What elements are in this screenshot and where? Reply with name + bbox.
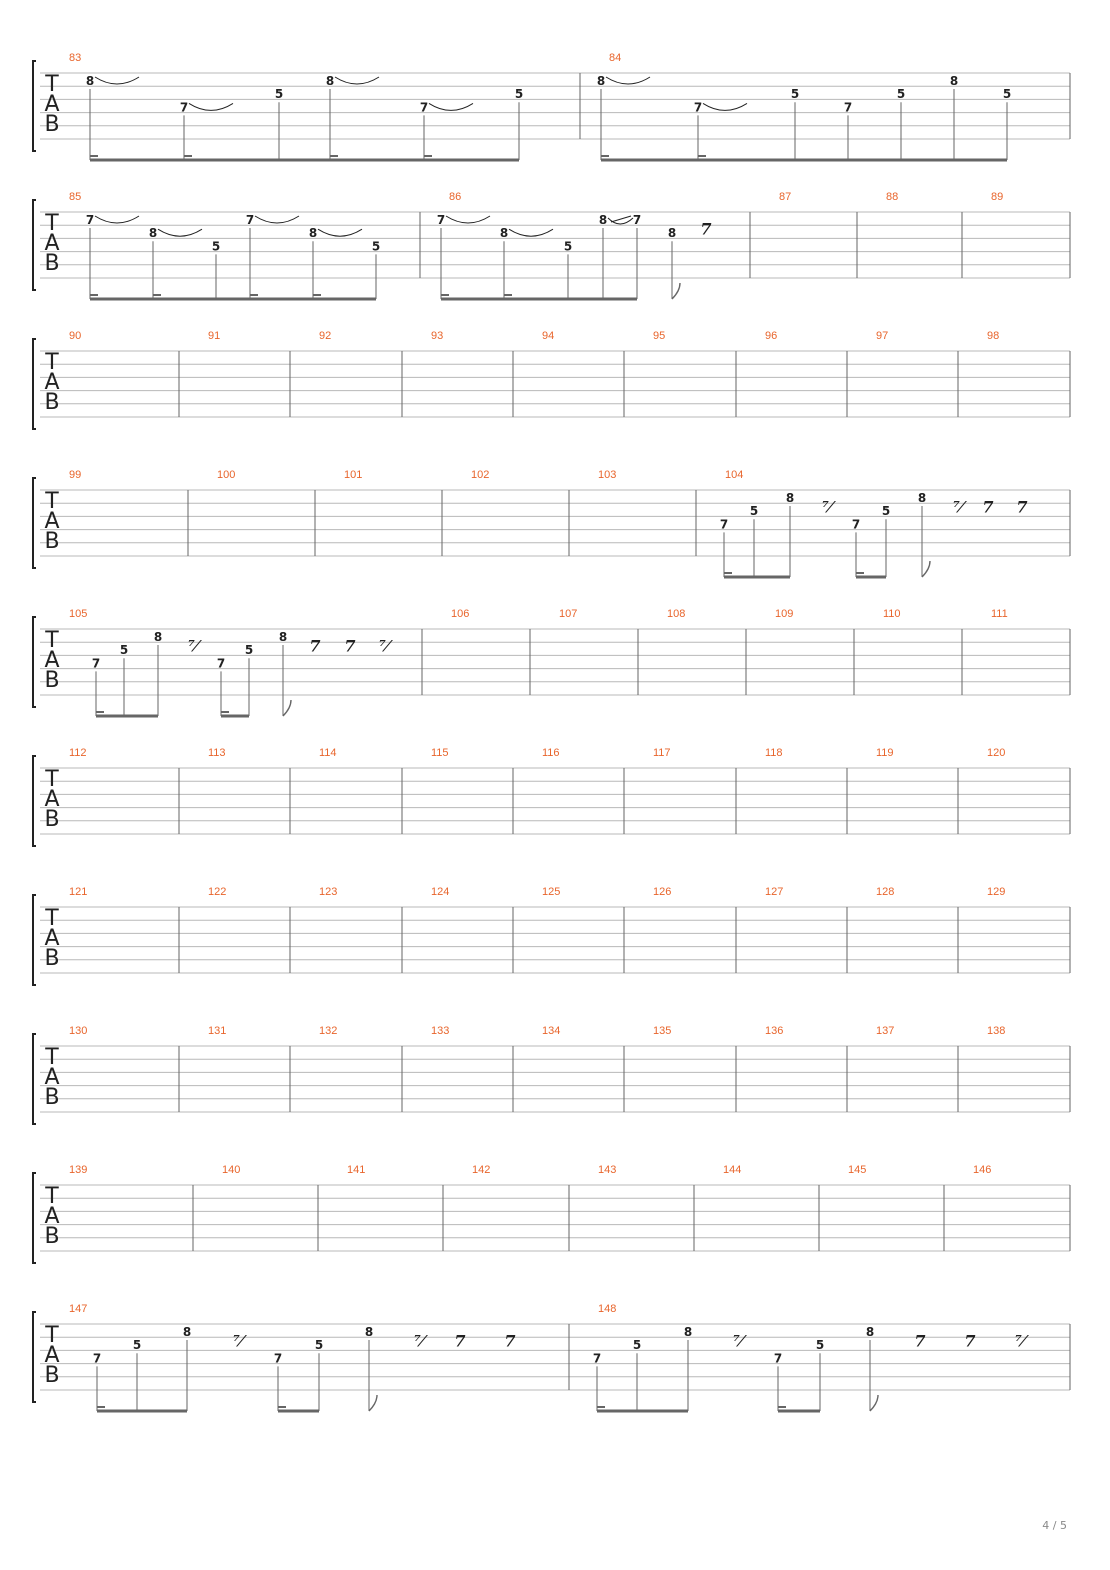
fret-number: 8: [153, 630, 163, 644]
measure-number: 87: [779, 191, 792, 203]
eighth-rest: 7: [964, 1331, 976, 1351]
tie-arc: [509, 229, 553, 236]
tab-clef-letter: A: [44, 231, 60, 256]
tab-clef-letter: B: [44, 1363, 60, 1388]
measure-number: 95: [653, 330, 666, 342]
tab-clef-letter: T: [45, 628, 59, 653]
tab-clef-letter: B: [44, 807, 60, 832]
measure-number: 126: [653, 886, 672, 898]
eighth-rest: 7: [982, 497, 994, 517]
measure-number: 138: [987, 1025, 1006, 1037]
tab-system: [33, 608, 1070, 716]
fret-number: 8: [308, 226, 318, 241]
eighth-rest: 7: [454, 1331, 466, 1351]
tie-arc: [318, 229, 362, 236]
fret-number: 5: [632, 1338, 642, 1353]
tab-clef-letter: T: [45, 489, 59, 514]
tab-clef-letter: B: [44, 251, 60, 276]
measure-number: 119: [876, 747, 894, 759]
tie-arc: [703, 103, 747, 110]
measure-number: 139: [69, 1164, 88, 1176]
measure-number: 85: [69, 191, 82, 203]
tab-clef-letter: B: [44, 1085, 60, 1110]
measure-number: 146: [973, 1164, 992, 1176]
tab-clef-letter: A: [44, 648, 60, 673]
tab-clef-letter: B: [44, 112, 60, 137]
fret-number: 5: [314, 1338, 324, 1353]
fret-number: 8: [917, 491, 927, 505]
measure-number: 132: [319, 1025, 338, 1037]
measure-number: 96: [765, 330, 778, 342]
measure-number: 86: [449, 191, 462, 203]
note-flag: [672, 283, 680, 299]
fret-number: 8: [785, 491, 795, 505]
fret-number: 7: [273, 1351, 283, 1366]
eighth-rest: 7: [700, 219, 712, 239]
tab-system: [33, 747, 1070, 846]
measure-number: 108: [667, 608, 686, 620]
note-flag: [283, 700, 291, 716]
sixteenth-rest: ⁷⁄: [188, 636, 198, 656]
tab-clef-letter: T: [45, 1045, 59, 1070]
tab-clef-letter: T: [45, 72, 59, 97]
system-brace: [33, 617, 36, 707]
fret-number: 5: [881, 504, 891, 519]
measure-number: 105: [69, 608, 88, 620]
measure-number: 117: [653, 747, 671, 759]
measure-number: 125: [542, 886, 561, 898]
fret-number: 5: [371, 239, 381, 254]
measure-number: 106: [451, 608, 470, 620]
tie-arc: [189, 103, 233, 110]
fret-number: 5: [896, 87, 906, 102]
note-flag: [369, 1395, 377, 1411]
measure-number: 118: [765, 747, 783, 759]
measure-number: 141: [347, 1164, 366, 1176]
fret-number: 8: [278, 630, 288, 644]
tie-arc: [158, 229, 202, 236]
tab-clef-letter: T: [45, 1184, 59, 1209]
eighth-rest: 7: [309, 636, 321, 656]
fret-number: 5: [815, 1338, 825, 1353]
measure-number: 90: [69, 330, 82, 342]
fret-number: 7: [91, 656, 101, 671]
fret-number: 7: [632, 213, 642, 227]
fret-number: 7: [851, 517, 861, 532]
system-brace: [33, 756, 36, 846]
fret-number: 8: [596, 74, 606, 88]
tab-clef-letter: A: [44, 1343, 60, 1368]
measure-number: 122: [208, 886, 227, 898]
measure-number: 142: [472, 1164, 491, 1176]
measure-number: 144: [723, 1164, 742, 1176]
system-brace: [33, 478, 36, 568]
tab-system: [33, 191, 1070, 299]
measure-number: 121: [69, 886, 88, 898]
tie-arc: [255, 216, 299, 223]
tab-clef-letter: A: [44, 1204, 60, 1229]
fret-number: 5: [790, 87, 800, 102]
measure-number: 120: [987, 747, 1006, 759]
fret-number: 7: [85, 213, 95, 227]
system-brace: [33, 1312, 36, 1402]
measure-number: 148: [598, 1303, 617, 1315]
system-brace: [33, 895, 36, 985]
tie-arc: [95, 216, 139, 223]
tab-clef-letter: B: [44, 668, 60, 693]
measure-number: 101: [344, 469, 363, 481]
fret-number: 8: [148, 226, 158, 241]
tab-clef-letter: A: [44, 926, 60, 951]
tie-arc: [446, 216, 490, 223]
fret-number: 8: [949, 74, 959, 88]
measure-number: 112: [69, 747, 87, 759]
measure-number: 123: [319, 886, 338, 898]
tab-clef-letter: A: [44, 509, 60, 534]
measure-number: 103: [598, 469, 617, 481]
sixteenth-rest: ⁷⁄: [953, 497, 963, 517]
measure-number: 134: [542, 1025, 561, 1037]
tab-clef-letter: A: [44, 1065, 60, 1090]
measure-number: 104: [725, 469, 744, 481]
fret-number: 5: [244, 643, 254, 658]
fret-number: 7: [592, 1351, 602, 1366]
measure-number: 83: [69, 52, 82, 64]
fret-number: 7: [843, 100, 853, 115]
fret-number: 7: [436, 213, 446, 227]
tab-clef-letter: T: [45, 350, 59, 375]
measure-number: 107: [559, 608, 578, 620]
tab-clef-letter: T: [45, 906, 59, 931]
fret-number: 7: [693, 100, 703, 115]
tab-system: [33, 330, 1070, 429]
system-brace: [33, 200, 36, 290]
measure-number: 137: [876, 1025, 895, 1037]
page-number: 4 / 5: [1042, 1519, 1067, 1532]
fret-number: 5: [749, 504, 759, 519]
fret-number: 7: [216, 656, 226, 671]
measure-number: 124: [431, 886, 450, 898]
system-brace: [33, 1034, 36, 1124]
fret-number: 5: [274, 87, 284, 102]
measure-number: 140: [222, 1164, 241, 1176]
fret-number: 8: [865, 1325, 875, 1339]
system-brace: [33, 339, 36, 429]
tab-clef-letter: B: [44, 1224, 60, 1249]
eighth-rest: 7: [914, 1331, 926, 1351]
fret-number: 8: [598, 213, 608, 227]
tie-arc: [429, 103, 473, 110]
measure-number: 127: [765, 886, 784, 898]
system-brace: [33, 1173, 36, 1263]
fret-number: 5: [563, 239, 573, 254]
measure-number: 98: [987, 330, 1000, 342]
fret-number: 7: [179, 100, 189, 115]
fret-number: 5: [132, 1338, 142, 1353]
note-flag: [922, 561, 930, 577]
fret-number: 8: [85, 74, 95, 88]
fret-number: 5: [211, 239, 221, 254]
eighth-rest: 7: [344, 636, 356, 656]
measure-number: 100: [217, 469, 236, 481]
fret-number: 7: [245, 213, 255, 227]
fret-number: 8: [325, 74, 335, 88]
tab-clef-letter: A: [44, 92, 60, 117]
tab-clef-letter: T: [45, 767, 59, 792]
tie-arc: [95, 77, 139, 84]
measure-number: 116: [542, 747, 560, 759]
fret-number: 7: [419, 100, 429, 115]
sixteenth-rest: ⁷⁄: [233, 1331, 243, 1351]
tab-clef-letter: B: [44, 390, 60, 415]
eighth-rest: 7: [504, 1331, 516, 1351]
fret-number: 8: [683, 1325, 693, 1339]
fret-number: 5: [119, 643, 129, 658]
fret-number: 8: [182, 1325, 192, 1339]
tab-clef-letter: B: [44, 946, 60, 971]
measure-number: 136: [765, 1025, 784, 1037]
tab-system: [33, 1303, 1070, 1411]
fret-number: 7: [719, 517, 729, 532]
fret-number: 5: [1002, 87, 1012, 102]
slide-line: [611, 216, 631, 222]
fret-number: 7: [92, 1351, 102, 1366]
tie-arc: [335, 77, 379, 84]
measure-number: 135: [653, 1025, 672, 1037]
measure-number: 128: [876, 886, 895, 898]
tab-clef-letter: T: [45, 211, 59, 236]
tab-system: [33, 52, 1070, 160]
fret-number: 8: [667, 226, 677, 241]
measure-number: 130: [69, 1025, 88, 1037]
measure-number: 89: [991, 191, 1004, 203]
tab-system: [33, 1025, 1070, 1124]
tab-system: [33, 469, 1070, 577]
measure-number: 109: [775, 608, 794, 620]
note-flag: [870, 1395, 878, 1411]
fret-number: 5: [514, 87, 524, 102]
measure-number: 147: [69, 1303, 88, 1315]
measure-number: 93: [431, 330, 444, 342]
measure-number: 113: [208, 747, 226, 759]
measure-number: 91: [208, 330, 221, 342]
sixteenth-rest: ⁷⁄: [1015, 1331, 1025, 1351]
measure-number: 131: [208, 1025, 227, 1037]
tab-clef-letter: T: [45, 1323, 59, 1348]
tab-clef-letter: A: [44, 787, 60, 812]
measure-number: 133: [431, 1025, 450, 1037]
measure-number: 88: [886, 191, 899, 203]
measure-number: 145: [848, 1164, 867, 1176]
fret-number: 8: [499, 226, 509, 241]
measure-number: 129: [987, 886, 1006, 898]
measure-number: 102: [471, 469, 490, 481]
measure-number: 111: [991, 608, 1008, 620]
fret-number: 7: [773, 1351, 783, 1366]
measure-number: 99: [69, 469, 82, 481]
tab-system: [33, 886, 1070, 985]
measure-number: 110: [883, 608, 901, 620]
measure-number: 97: [876, 330, 889, 342]
eighth-rest: 7: [1016, 497, 1028, 517]
tie-arc: [606, 77, 650, 84]
tab-system: [33, 1164, 1070, 1263]
measure-number: 114: [319, 747, 337, 759]
fret-number: 8: [364, 1325, 374, 1339]
tab-clef-letter: A: [44, 370, 60, 395]
sixteenth-rest: ⁷⁄: [733, 1331, 743, 1351]
sixteenth-rest: ⁷⁄: [822, 497, 832, 517]
system-brace: [33, 61, 36, 151]
measure-number: 143: [598, 1164, 617, 1176]
sixteenth-rest: ⁷⁄: [414, 1331, 424, 1351]
measure-number: 94: [542, 330, 555, 342]
measure-number: 115: [431, 747, 449, 759]
measure-number: 92: [319, 330, 332, 342]
measure-number: 84: [609, 52, 622, 64]
sixteenth-rest: ⁷⁄: [379, 636, 389, 656]
tab-clef-letter: B: [44, 529, 60, 554]
